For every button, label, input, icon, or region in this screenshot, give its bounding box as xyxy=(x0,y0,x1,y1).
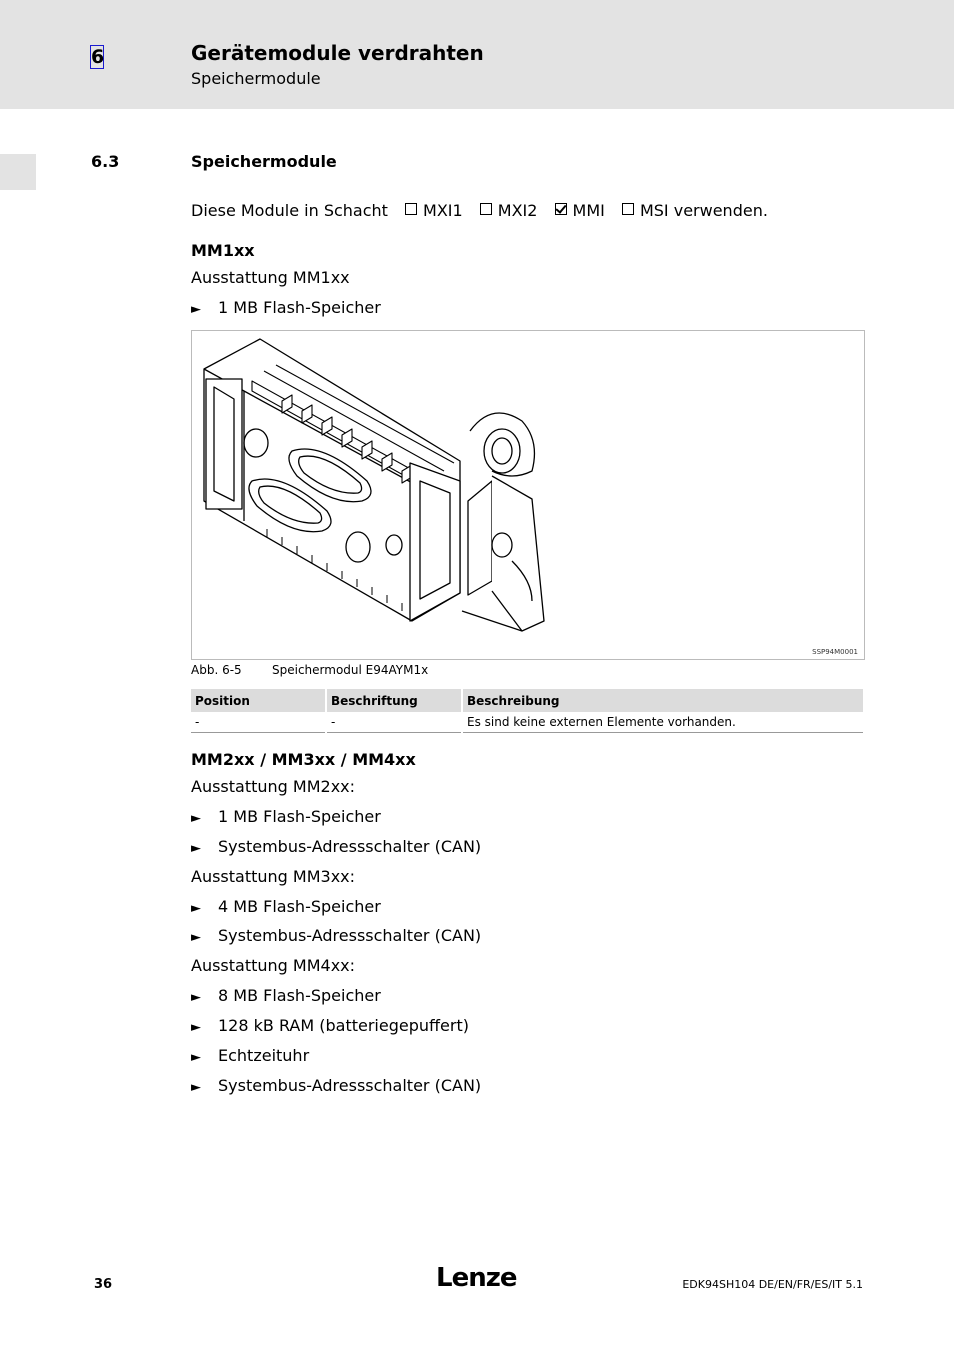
figure-caption-text: Speichermodul E94AYM1x xyxy=(272,663,429,677)
bullet-arrow-icon: ► xyxy=(191,302,201,317)
bullet-arrow-icon: ► xyxy=(191,990,201,1005)
slot-option-msi: MSI verwenden. xyxy=(639,201,768,220)
bullet-arrow-icon: ► xyxy=(191,841,201,856)
document-id: EDK94SH104 DE/EN/FR/ES/IT 5.1 xyxy=(682,1278,863,1291)
list-item: ► Systembus-Adressschalter (CAN) xyxy=(191,837,482,856)
elements-table xyxy=(191,689,863,733)
slot-option-mmi: MMI xyxy=(572,201,605,220)
figure-memory-module xyxy=(191,330,865,660)
list-item: ► Echtzeituhr xyxy=(191,1046,310,1065)
list-item: ► 128 kB RAM (batteriegepuffert) xyxy=(191,1016,469,1035)
list-item: ► 4 MB Flash-Speicher xyxy=(191,897,381,916)
slot-selection-line xyxy=(191,201,768,220)
mm4xx-equipment-label: Ausstattung MM4xx: xyxy=(191,956,356,975)
list-item: ► Systembus-Adressschalter (CAN) xyxy=(191,926,482,945)
bullet-arrow-icon: ► xyxy=(191,930,201,945)
checkbox-icon-mxi1 xyxy=(405,203,417,215)
figure-caption-label: Abb. 6-5 xyxy=(191,663,242,677)
list-item: ► 1 MB Flash-Speicher xyxy=(191,298,381,317)
bullet-arrow-icon: ► xyxy=(191,901,201,916)
table-header-position: Position xyxy=(191,689,326,712)
chapter-subtitle: Speichermodule xyxy=(191,69,321,88)
table-cell: Es sind keine externen Elemente vorhanden. xyxy=(462,712,863,733)
figure-code: SSP94M0001 xyxy=(812,648,858,656)
side-tab-marker xyxy=(0,154,36,190)
list-item: ► Systembus-Adressschalter (CAN) xyxy=(191,1076,482,1095)
mm2xx-heading: MM2xx / MM3xx / MM4xx xyxy=(191,750,416,769)
mm2xx-equipment-label: Ausstattung MM2xx: xyxy=(191,777,356,796)
table-header-beschreibung: Beschreibung xyxy=(462,689,863,712)
memory-module-illustration xyxy=(192,331,864,659)
bullet-arrow-icon: ► xyxy=(191,1080,201,1095)
chapter-number[interactable]: 6 xyxy=(91,46,105,68)
mm1xx-heading: MM1xx xyxy=(191,241,255,260)
slot-prefix: Diese Module in Schacht xyxy=(191,201,388,220)
checkbox-checked-icon-mmi xyxy=(555,203,567,215)
table-cell: - xyxy=(326,712,462,733)
chapter-title: Gerätemodule verdrahten xyxy=(191,41,484,65)
bullet-arrow-icon: ► xyxy=(191,811,201,826)
checkbox-icon-mxi2 xyxy=(480,203,492,215)
mm3xx-equipment-label: Ausstattung MM3xx: xyxy=(191,867,356,886)
table-row xyxy=(191,712,863,733)
lenze-logo: Lenze xyxy=(436,1263,517,1293)
table-header-beschriftung: Beschriftung xyxy=(326,689,462,712)
section-number: 6.3 xyxy=(91,152,120,171)
slot-option-mxi2: MXI2 xyxy=(497,201,538,220)
bullet-arrow-icon: ► xyxy=(191,1020,201,1035)
slot-option-mxi1: MXI1 xyxy=(423,201,463,220)
list-item: ► 8 MB Flash-Speicher xyxy=(191,986,381,1005)
list-item: ► 1 MB Flash-Speicher xyxy=(191,807,381,826)
page-number: 36 xyxy=(94,1277,113,1292)
table-header-row xyxy=(191,689,863,712)
checkbox-icon-msi xyxy=(622,203,634,215)
bullet-arrow-icon: ► xyxy=(191,1050,201,1065)
mm1xx-equipment-label: Ausstattung MM1xx xyxy=(191,268,350,287)
section-title: Speichermodule xyxy=(191,152,337,171)
table-cell: - xyxy=(191,712,326,733)
